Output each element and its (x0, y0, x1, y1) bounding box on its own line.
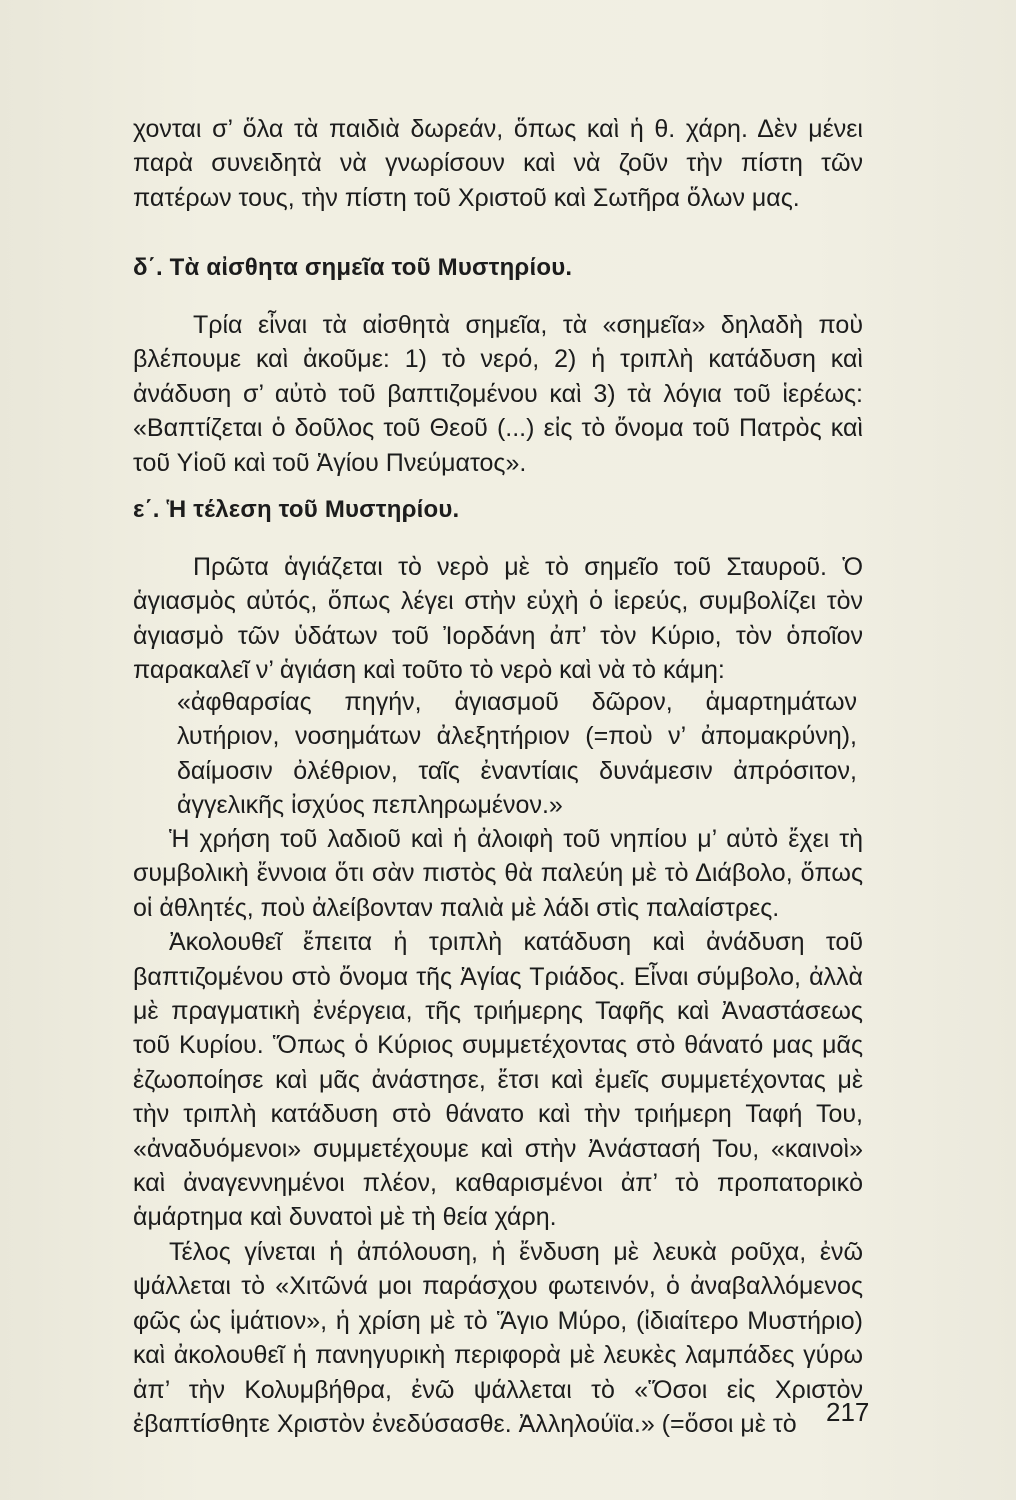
blessing-quote-block (177, 685, 857, 823)
section-d-paragraph: Τρία εἶναι τὰ αἰσθητὰ σημεῖα, τὰ «σημεῖα» δηλαδὴ ποὺ βλέπουμε καὶ ἀκοῦμε: 1) τὸ νερό, 2) ἡ τριπλὴ κατάδυση καὶ ἀνάδυση σ’ αὐτὸ τοῦ βαπτιζομένου καὶ 3) τὰ λόγια τοῦ ἱερέως: «Βαπτίζεται ὁ δοῦλος τοῦ Θεοῦ (...) εἰς τὸ ὄνομα τοῦ Πατρὸς καὶ τοῦ Υἱοῦ καὶ τοῦ Ἁγίου Πνεύματος». (133, 311, 863, 477)
section-e-paragraph-1: Πρῶτα ἁγιάζεται τὸ νερὸ μὲ τὸ σημεῖο τοῦ Σταυροῦ. Ὁ ἁγιασμὸς αὐτός, ὅπως λέγει στὴν εὐχὴ ὁ ἱερεύς, συμβολίζει τὸν ἁγιασμὸ τῶν ὑδάτων τοῦ Ἰορδάνη ἀπ’ τὸν Κύριο, τὸν ὁποῖον παρακαλεῖ ν’ ἁγιάση καὶ τοῦτο τὸ νερὸ καὶ νὰ τὸ κάμη: (133, 553, 863, 685)
section-d-heading: δ΄. Τὰ αἰσθητα σημεῖα τοῦ Μυστηρίου. (133, 254, 573, 281)
section-e-body-block (133, 822, 863, 1441)
section-e-paragraph-3: Ἀκολουθεῖ ἔπειτα ἡ τριπλὴ κατάδυση καὶ ἀνάδυση τοῦ βαπτιζομένου στὸ ὄνομα τῆς Ἁγίας Τριάδος. Εἶναι σύμβολο, ἀλλὰ μὲ πραγματικὴ ἐνέργεια, τῆς τριήμερης Ταφῆς καὶ Ἀναστάσεως τοῦ Κυρίου. Ὅπως ὁ Κύριος συμμετέχοντας στὸ θάνατό μας μᾶς ἐζωοποίησε καὶ μᾶς ἀνάστησε, ἔτσι καὶ ἐμεῖς συμμετέχοντας μὲ τὴν τριπλὴ κατάδυση στὸ θάνατο καὶ τὴν τριήμερη Ταφή Του, «ἀναδυόμενοι» συμμετέχουμε καὶ στὴν Ἀνάστασή Του, «καινοὶ» καὶ ἀναγεννημένοι πλέον, καθαρισμένοι ἀπ’ τὸ προπατορικὸ ἁμάρτημα καὶ δυνατοὶ μὲ τὴ θεία χάρη. (133, 928, 863, 1232)
section-d-block (133, 308, 863, 480)
section-e-paragraph-4: Τέλος γίνεται ἡ ἀπόλουση, ἡ ἔνδυση μὲ λευκὰ ροῦχα, ἐνῶ ψάλλεται τὸ «Χιτῶνά μοι παράσχου φωτεινόν, ὁ ἀναβαλλόμενος φῶς ὡς ἱμάτιον», ἡ χρίση μὲ τὸ Ἅγιο Μύρο, (ἰδιαίτερο Μυστήριο) καὶ ἀκολουθεῖ ἡ πανηγυρικὴ περιφορὰ μὲ λευκὲς λαμπάδες γύρω ἀπ’ τὴν Κολυμβήθρα, ἐνῶ ψάλλεται τὸ «Ὅσοι εἰς Χριστὸν ἐβαπτίσθητε Χριστὸν ἐνεδύσασθε. Ἀλληλούϊα.» (=ὅσοι μὲ τὸ (133, 1237, 863, 1438)
section-e-paragraph-2: Ἡ χρήση τοῦ λαδιοῦ καὶ ἡ ἀλοιφὴ τοῦ νηπίου μ’ αὐτὸ ἔχει τὴ συμβολικὴ ἔννοια ὅτι σὰν πιστὸς θὰ παλεύη μὲ τὸ Διάβολο, ὅπως οἱ ἀθλητές, ποὺ ἀλείβονταν παλιὰ μὲ λάδι στὶς παλαίστρες. (133, 825, 863, 922)
opening-paragraph-block (133, 112, 863, 215)
page-number: 217 (826, 1397, 870, 1427)
section-e-intro-block (133, 550, 863, 688)
blessing-quote: «ἀφθαρσίας πηγήν, ἁγιασμοῦ δῶρον, ἁμαρτημάτων λυτήριον, νοσημάτων ἀλεξητήριον (=ποὺ ν’ ἀπομακρύνη), δαίμοσιν ὀλέθριον, ταῖς ἐναντίαις δυνάμεσιν ἀπρόσιτον, ἀγγελικῆς ἰσχύος πεπληρωμένον.» (177, 688, 857, 820)
section-e-heading: ε΄. Ἡ τέλεση τοῦ Μυστηρίου. (133, 496, 460, 523)
opening-paragraph: χονται σ’ ὅλα τὰ παιδιὰ δωρεάν, ὅπως καὶ ἡ θ. χάρη. Δὲν μένει παρὰ συνειδητὰ νὰ γνωρίσουν καὶ νὰ ζοῦν τὴν πίστη τῶν πατέρων τους, τὴν πίστη τοῦ Χριστοῦ καὶ Σωτῆρα ὅλων μας. (133, 115, 863, 212)
